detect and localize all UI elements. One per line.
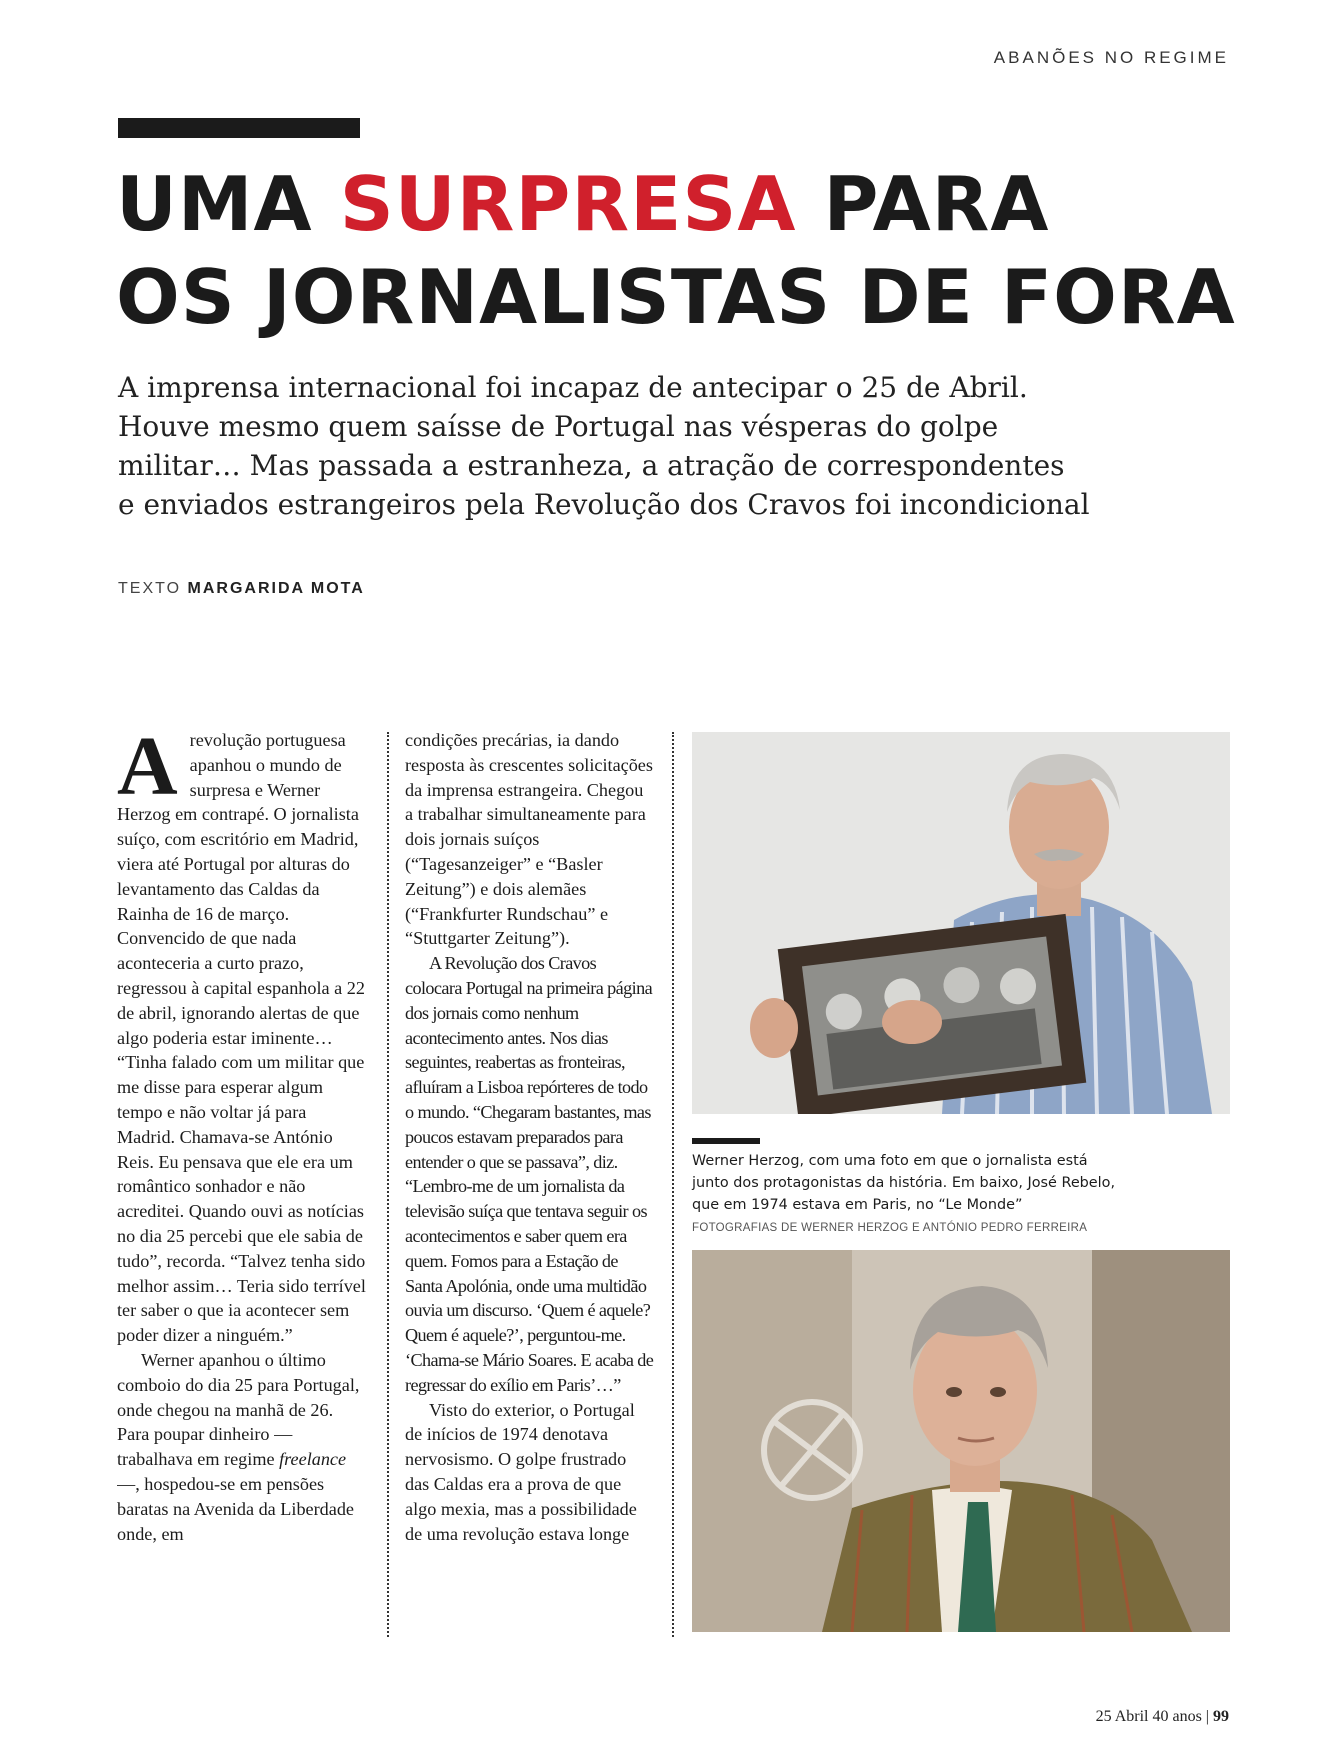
photo-caption: Werner Herzog, com uma foto em que o jornalista está junto dos protagonistas da história. Em baixo, José Rebelo, que em 1974 estava em Paris, no “Le Monde” bbox=[692, 1153, 1116, 1213]
photo-werner-herzog-illustration bbox=[692, 732, 1230, 1114]
column-divider bbox=[387, 732, 389, 1637]
paragraph-text: revolução portuguesa apanhou o mundo de surpresa e Werner Herzog em contrapé. O jornalista suíço, com escritório em Madrid, viera até Portugal por alturas do levantamento das Caldas da Rainha de 16 de março. Convencido de que nada aconteceria a curto prazo, regressou à capital espanhola a 22 de abril, ignorando alertas de que algo poderia estar iminente… “Tinha falado com um militar que me disse para esperar algum tempo e não voltar já para Madrid. Chamava-se António Reis. Eu pensava que ele era um romântico sonhador e não acreditei. Quando ouvi as notícias no dia 25 percebi que ele sabia de tudo”, recorda. “Talvez tenha sido melhor assim… Teria sido terrível ter saber o que ia acontecer sem poder dizer a ninguém.” bbox=[117, 730, 366, 1346]
photo-jose-rebelo-illustration bbox=[692, 1250, 1230, 1632]
folio bbox=[1096, 1708, 1229, 1726]
standfirst-line: Houve mesmo quem saísse de Portugal nas vésperas do golpe bbox=[118, 410, 999, 443]
headline bbox=[116, 158, 1236, 344]
article-column-2 bbox=[405, 728, 655, 1648]
headline-part2: PARA bbox=[796, 160, 1050, 248]
byline-label: TEXTO bbox=[118, 580, 182, 597]
byline bbox=[118, 580, 365, 598]
paragraph: A Revolução dos Cravos colocara Portugal na primeira página dos jornais como nenhum acontecimento antes. Nos dias seguintes, reabertas as fronteiras, afluíram a Lisboa repórteres de todo o mundo. “Chegaram bastantes, mas poucos estavam preparados para entender o que se passava”, diz. “Lembro-me de um jornalista da televisão suíça que tentava seguir os acontecimentos e saber quem era quem. Fomos para a Estação de Santa Apolónia, onde uma multidão ouvia um discurso. ‘Quem é aquele? Quem é aquele?’, perguntou-me. ‘Chama-se Mário Soares. E acaba de regressar do exílio em Paris’…” bbox=[405, 953, 654, 1395]
drop-cap: A bbox=[117, 728, 178, 813]
byline-author: MARGARIDA MOTA bbox=[187, 580, 365, 597]
paragraph-text: —, hospedou-se em pensões baratas na Avenida da Liberdade onde, em bbox=[117, 1473, 354, 1544]
publication-name: 25 Abril 40 anos bbox=[1095, 1708, 1202, 1725]
paragraph: condições precárias, ia dando resposta às crescentes solicitações da imprensa estrangeira. Chegou a trabalhar simultaneamente para dois jornais suíços (“Tagesanzeiger” e “Basler Zeitung”) e dois alemães (“Frankfurter Rundschau” e “Stuttgarter Zeitung”). bbox=[405, 730, 653, 949]
headline-line2: OS JORNALISTAS DE FORA bbox=[116, 253, 1236, 341]
section-label: ABANÕES NO REGIME bbox=[993, 48, 1229, 67]
headline-accent: SURPRESA bbox=[339, 160, 797, 248]
paragraph bbox=[117, 1348, 367, 1546]
headline-part1: UMA bbox=[116, 160, 340, 248]
standfirst-line: e enviados estrangeiros pela Revolução dos Cravos foi incondicional bbox=[118, 488, 1090, 521]
paragraph bbox=[117, 728, 367, 1348]
column-divider bbox=[672, 732, 674, 1637]
paragraph: Visto do exterior, o Portugal de inícios de 1974 denotava nervosismo. O golpe frustrado das Caldas era a prova de que algo mexia, mas a possibilidade de uma revolução estava longe bbox=[405, 1399, 637, 1544]
photo-werner-herzog bbox=[692, 732, 1230, 1114]
article-column-1 bbox=[117, 728, 367, 1648]
paragraph-text: Werner apanhou o último comboio do dia 25 para Portugal, onde chegou na manhã de 26. Para poupar dinheiro — trabalhava em regime bbox=[117, 1349, 360, 1470]
caption-rule bbox=[692, 1138, 760, 1144]
folio-separator: | bbox=[1205, 1708, 1209, 1725]
page-number: 99 bbox=[1213, 1708, 1229, 1725]
standfirst bbox=[118, 368, 1118, 524]
photo-credit: FOTOGRAFIAS DE WERNER HERZOG E ANTÓNIO PEDRO FERREIRA bbox=[692, 1222, 1088, 1234]
standfirst-line: A imprensa internacional foi incapaz de antecipar o 25 de Abril. bbox=[118, 371, 1028, 404]
standfirst-line: militar… Mas passada a estranheza, a atração de correspondentes bbox=[118, 449, 1065, 482]
photo-jose-rebelo bbox=[692, 1250, 1230, 1632]
emphasis-freelance: freelance bbox=[279, 1449, 347, 1470]
title-rule bbox=[118, 118, 360, 138]
